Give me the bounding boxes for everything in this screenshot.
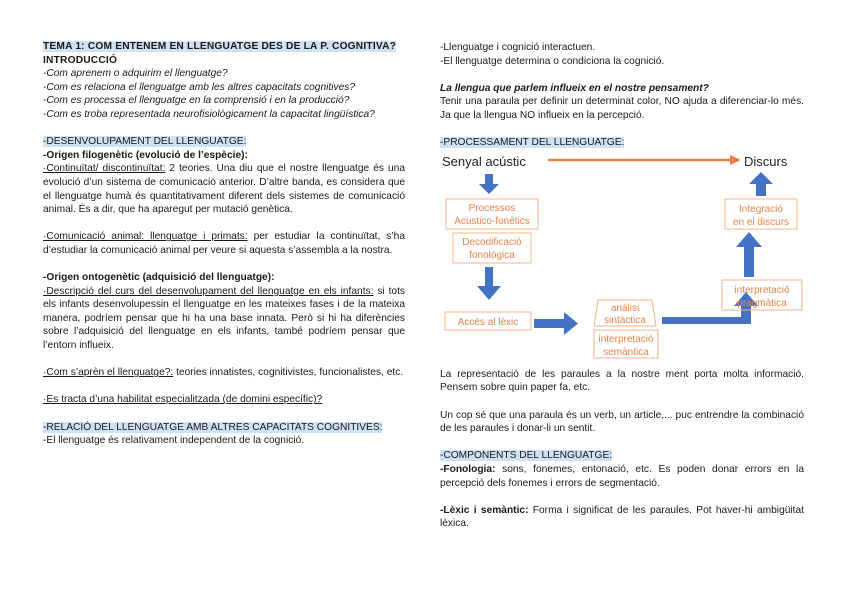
subheading-influencia: La llengua que parlem influeix en el nostre pensament? [440, 82, 709, 94]
processing-diagram-svg [440, 152, 804, 362]
box-processos-label-2: Acustico-fonètics [454, 215, 530, 227]
right-arrow-1-shaft [534, 319, 564, 328]
intro-question: -Com aprenem o adquirim el llenguatge? [43, 68, 228, 80]
right-column [440, 41, 804, 531]
paragraph-continuitat: ·Continuïtat/ discontinuïtat: 2 teories. Una diu que el nostre llenguatge és una evolució d’un sistema de comunicació anterior. D’altre banda, es considera que el llenguatge humà és quantitativament diferent dels sistemes de comunicació animal. És a dir, que ha aparegut per mutació genètica. [43, 163, 405, 216]
paragraph-com-saprenn: ·Com s’aprèn el llenguatge?: teories innatistes, cognitivistes, funcionalistes, etc. [43, 367, 404, 379]
label-senyal-acustic: Senyal acústic [442, 153, 526, 169]
paragraph-color: Tenir una paraula per definir un determinat color, NO ajuda a diferenciar-lo més. Ja que la llengua NO influeix en la percepció. [440, 96, 804, 121]
box-interp-prag-label-2: pragmàtica [737, 297, 787, 309]
top-up-arrow-shaft [756, 182, 766, 196]
section-heading-components: -COMPONENTS DEL LLENGUATGE: [440, 450, 613, 462]
box-analisi-label: anàlisi [610, 302, 640, 314]
paragraph-representacio: La representació de les paraules a la nostre ment porta molta informació. Pensem sobre quin paper fa, etc. [440, 368, 804, 394]
box-interp-sem-label: interpretació [598, 333, 654, 345]
elbow-arrow-horizontal [662, 317, 745, 324]
paragraph-habilitat: ·Es tracta d’una habilitat especialitzada (de domini específic)? [43, 394, 323, 406]
up-arrow-shaft [744, 245, 754, 277]
box-integracio-label-2: en el discurs [732, 216, 790, 228]
box-processos-label: Processos [468, 202, 516, 214]
paragraph-lexic-semantic: -Lèxic i semàntic: Forma i significat de les paraules. Pot haver-hi ambigüitat lèxica. [440, 504, 804, 530]
box-interp-prag-label: interpretació [734, 284, 790, 296]
section-heading-desenvolupament: -DESENVOLUPAMENT DEL LLENGUATGE: [43, 136, 247, 148]
top-up-arrow-head [749, 172, 773, 184]
down-arrow-2-head [477, 286, 501, 300]
right-arrow-1-head [564, 312, 578, 335]
line-interactuen: -Llenguatge i cognició interactuen. [440, 42, 596, 53]
label-discurs: Discurs [744, 153, 788, 169]
left-column [43, 40, 405, 448]
down-arrow-2-shaft [485, 267, 493, 287]
box-acces-lexic-label: Accés al lèxic [457, 316, 519, 328]
paragraph-independent: -El llenguatge és relativament independent de la cognició. [43, 435, 305, 447]
intro-heading: INTRODUCCIÓ [43, 54, 118, 66]
box-integracio-label: Integració [739, 203, 783, 215]
down-arrow-1-shaft [485, 174, 493, 184]
line-determina: -El llenguatge determina o condiciona la cognició. [440, 55, 665, 67]
section-heading-relacio: -RELACIÓ DEL LLENGUATGE AMB ALTRES CAPACITATS COGNITIVES: [43, 421, 383, 433]
processing-diagram [440, 152, 804, 362]
up-arrow-head [736, 232, 762, 247]
down-arrow-1-head [479, 184, 499, 194]
paragraph-comunicacio-animal: ·Comunicació animal: llenguatge i primats: per estudiar la continuïtat, s’ha d’estudiar la comunicació animal per veure si aquesta s’assembla a la nostra. [43, 231, 406, 256]
box-decodificacio-label-2: fonològica [469, 249, 515, 261]
section-heading-processament: -PROCESSAMENT DEL LLENGUATGE: [440, 137, 625, 149]
paragraph-fonologia: -Fonologia: sons, fonemes, entonació, etc. Es poden donar errors en la percepció dels fonemes i errors de segmentació. [440, 463, 804, 489]
top-flow-arrow-head [730, 155, 741, 165]
subheading-filogenetic: -Origen filogenètic (evolució de l’espècie): [43, 149, 248, 161]
box-interp-sem-label-2: semàntica [603, 346, 649, 358]
paragraph-verb-article: Un cop sé que una paraula és un verb, un article,... puc entrendre la combinació de les paraules i donar-li un sentit. [440, 409, 804, 435]
intro-question: -Com es troba representada neurofisiològicament la capacitat lingüística? [43, 108, 375, 120]
paragraph-descripcio-curs: ·Descripció del curs del desenvolupament del llenguatge en els infants: si tots els infants desenvolupessin el llenguatge en les mateixes fases i de la mateixa manera, podríem pensar que hi ha una base innata. Però si hi ha diferències sobre l’adquisició del llenguatge en els infants, també podríem pensar que l’entorn influeix. [43, 285, 405, 352]
subheading-ontogenetic: -Origen ontogenètic (adquisició del llenguatge): [43, 272, 275, 284]
box-decodificacio-label: Decodificació [462, 236, 522, 248]
intro-question: -Com es relaciona el llenguatge amb les altres capacitats cognitives? [43, 81, 356, 93]
intro-question: -Com es processa el llenguatge en la comprensió i en la producció? [43, 95, 350, 107]
page-title: TEMA 1: COM ENTENEM EN LLENGUATGE DES DE LA P. COGNITIVA? [43, 41, 397, 52]
box-analisi-label-2: sintàctica [604, 314, 646, 326]
